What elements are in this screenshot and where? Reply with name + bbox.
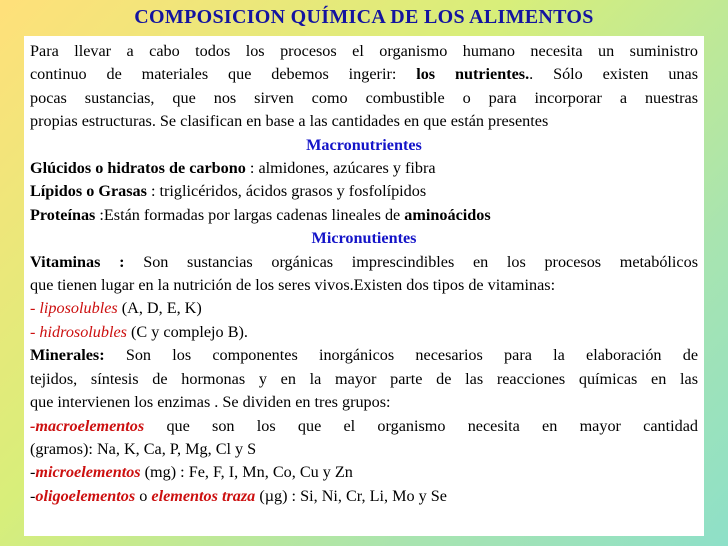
proteinas-label: Proteínas xyxy=(30,205,96,224)
macroelementos-line-1 xyxy=(30,415,698,438)
macroelementos-label: -macroelementos xyxy=(30,416,145,435)
glucidos-label: Glúcidos o hidratos de carbono xyxy=(30,159,246,178)
minerales-line-2: tejidos, síntesis de hormonas y en la mayor parte de las reacciones químicas en las xyxy=(30,369,698,388)
intro-line-3: pocas sustancias, que nos sirven como combustible o para incorporar a nuestras xyxy=(30,88,698,107)
proteinas-text: :Están formadas por largas cadenas lineales de xyxy=(95,205,405,224)
hidrosolubles-label: - hidrosolubles xyxy=(30,322,127,341)
content-box xyxy=(24,36,704,536)
hidrosolubles-text: (C y complejo B). xyxy=(126,322,248,341)
micro-heading: Micronutientes xyxy=(311,229,417,248)
hidrosolubles-line xyxy=(30,321,698,344)
lipidos-line xyxy=(30,180,698,203)
intro-text-end: . Sólo existen unas xyxy=(529,65,699,84)
glucidos-line xyxy=(30,157,698,180)
liposolubles-text: (A, D, E, K) xyxy=(117,299,202,318)
microelementos-label: microelementos xyxy=(35,463,141,482)
liposolubles-label: - liposolubles xyxy=(30,299,118,318)
glucidos-text: : almidones, azúcares y fibra xyxy=(245,159,436,178)
aminoacidos-term: aminoácidos xyxy=(404,205,491,224)
microelementos-text: (mg) : Fe, F, I, Mn, Co, Cu y Zn xyxy=(140,463,353,482)
vitaminas-line-1 xyxy=(30,251,698,274)
oligoelementos-label: oligoelementos xyxy=(35,486,136,505)
oligoelementos-dash: - xyxy=(30,486,36,505)
liposolubles-line xyxy=(30,297,698,320)
microelementos-dash: - xyxy=(30,463,36,482)
intro-line-2 xyxy=(30,63,698,86)
minerales-line-1 xyxy=(30,344,698,367)
lipidos-label: Lípidos o Grasas xyxy=(30,182,147,201)
oligoelementos-mid: o xyxy=(135,486,152,505)
minerales-line-3: que intervienen los enzimas . Se dividen en tres grupos: xyxy=(30,393,391,412)
oligoelementos-line xyxy=(30,485,698,508)
elementos-traza-label: elementos traza xyxy=(151,486,256,505)
minerales-label: Minerales: xyxy=(30,346,105,365)
macro-heading: Macronutrientes xyxy=(306,135,422,154)
nutrientes-term: los nutrientes. xyxy=(416,65,530,84)
minerales-text: Son los componentes inorgánicos necesarios para la elaboración de xyxy=(104,346,698,365)
page-title: COMPOSICION QUÍMICA DE LOS ALIMENTOS xyxy=(134,6,594,28)
intro-line-1: Para llevar a cabo todos los procesos el organismo humano necesita un suministro xyxy=(30,42,698,60)
macroelementos-text: que son los que el organismo necesita en mayor cantidad xyxy=(144,416,698,435)
microelementos-line xyxy=(30,461,698,484)
vitaminas-text: Son sustancias orgánicas imprescindibles en los procesos metabólicos xyxy=(124,252,698,271)
intro-line-4: propias estructuras. Se clasifican en base a las cantidades en que están presentes xyxy=(30,112,549,131)
intro-text: continuo de materiales que debemos ingerir: xyxy=(30,65,417,84)
macroelementos-line-2: (gramos): Na, K, Ca, P, Mg, Cl y S xyxy=(30,439,257,458)
vitaminas-line-2: que tienen lugar en la nutrición de los seres vivos.Existen dos tipos de vitaminas: xyxy=(30,276,556,295)
oligoelementos-text: (µg) : Si, Ni, Cr, Li, Mo y Se xyxy=(255,486,447,505)
proteinas-line xyxy=(30,204,698,227)
lipidos-text: : triglicéridos, ácidos grasos y fosfolípidos xyxy=(146,182,427,201)
vitaminas-label: Vitaminas : xyxy=(30,252,125,271)
